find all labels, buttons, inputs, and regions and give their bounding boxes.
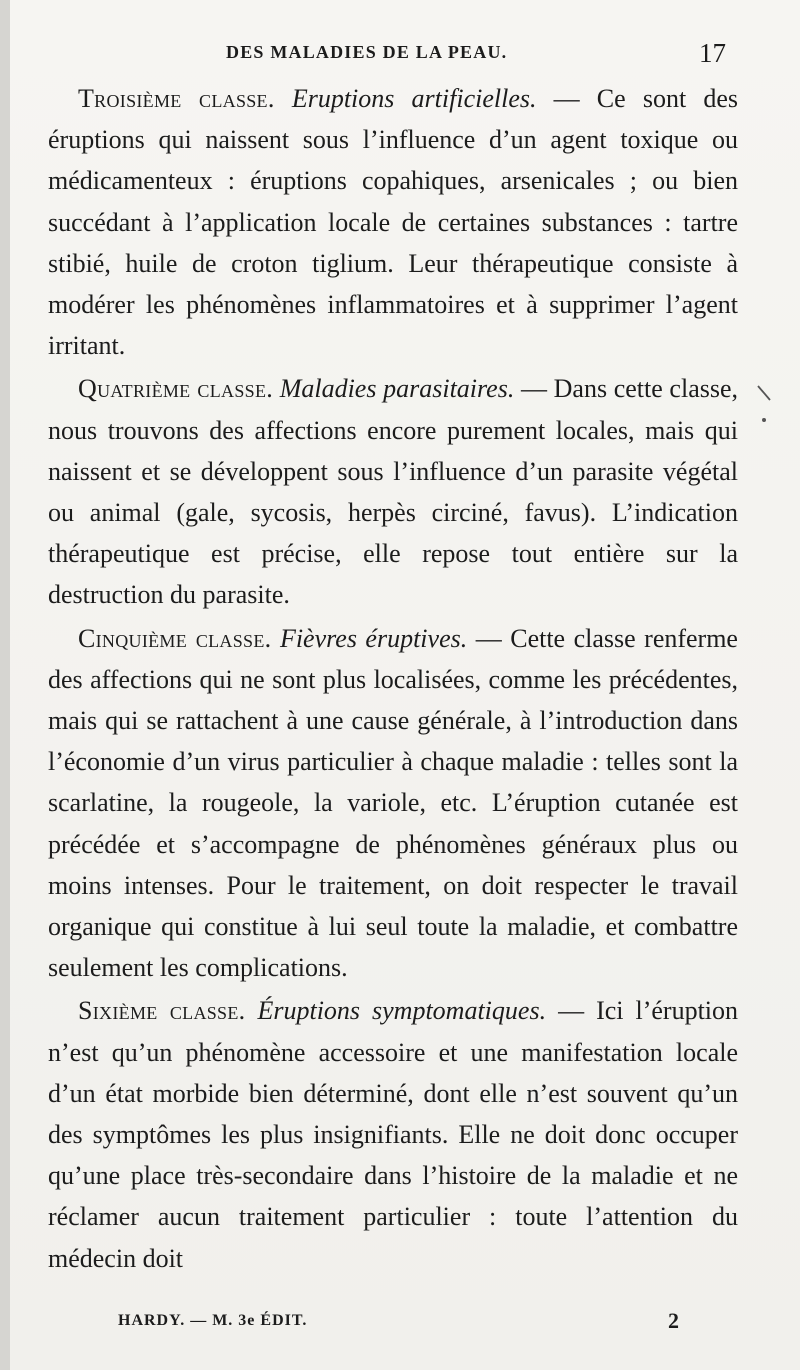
printer-signature: HARDY. — M. 3e ÉDIT.: [118, 1312, 308, 1329]
classe-title: Éruptions symptomatiques.: [257, 996, 547, 1026]
paragraph-troisieme-classe: [48, 78, 738, 366]
paragraph-text: — Dans cette classe, nous trouvons des affections encore purement locales, mais qui naissent et se développent sous l’influence d’un parasite végétal ou animal (gale, sycosis, herpès circiné, favus). L’indication thérapeutique est précise, elle repose tout entière sur la destruction du parasite.: [48, 374, 739, 610]
body-text: [48, 78, 738, 1279]
classe-label: Quatrième classe.: [78, 374, 274, 404]
paragraph-quatrieme-classe: [48, 368, 738, 615]
classe-title: Fièvres éruptives.: [279, 623, 468, 653]
classe-title: Maladies parasitaires.: [279, 374, 515, 404]
classe-label: Sixième classe.: [78, 996, 246, 1026]
paragraph-cinquieme-classe: [48, 618, 738, 989]
classe-label: Cinquième classe.: [78, 623, 272, 653]
page-number: 17: [699, 38, 726, 68]
paragraph-text: — Ce sont des éruptions qui naissent sous l’influence d’un agent toxique ou médicamenteux : éruptions copahiques, arsenicales ; ou bien succédant à l’application locale de certaines substances : tartre stibié, huile de croton tiglium. Leur thérapeutique consiste à modérer les phénomènes inflammatoires et à supprimer l’agent irritant.: [48, 84, 739, 361]
classe-label: Troisième classe.: [78, 84, 275, 113]
paragraph-sixieme-classe: [48, 990, 738, 1278]
running-title: DES MALADIES DE LA PEAU.: [226, 42, 508, 62]
signature-number: 2: [668, 1308, 679, 1333]
paragraph-text: — Ici l’éruption n’est qu’un phénomène accessoire et une manifestation locale d’un état morbide bien déterminé, dont elle n’est souvent qu’un des symptômes les plus insignifiants. Elle ne doit donc occuper qu’une place très-secondaire dans l’histoire de la maladie et ne réclamer aucun traitement particulier : toute l’attention du médecin doit: [48, 996, 739, 1273]
page-edge-shadow: [0, 0, 10, 1370]
page-footer: [48, 1308, 738, 1342]
classe-title: Eruptions artificielles.: [291, 84, 537, 113]
running-header: [48, 38, 738, 72]
paragraph-text: — Cette classe renferme des affections qui ne sont plus localisées, comme les précédentes, mais qui se rattachent à une cause générale, à l’introduction dans l’économie d’un virus particulier à chaque maladie : telles sont la scarlatine, la rougeole, la variole, etc. L’éruption cutanée est précédée et s’accompagne de phénomènes généraux plus ou moins intenses. Pour le traitement, on doit respecter le travail organique qui constitue à lui seul toute la maladie, et combattre seulement les complications.: [48, 623, 738, 983]
margin-pencil-mark: [752, 378, 782, 438]
